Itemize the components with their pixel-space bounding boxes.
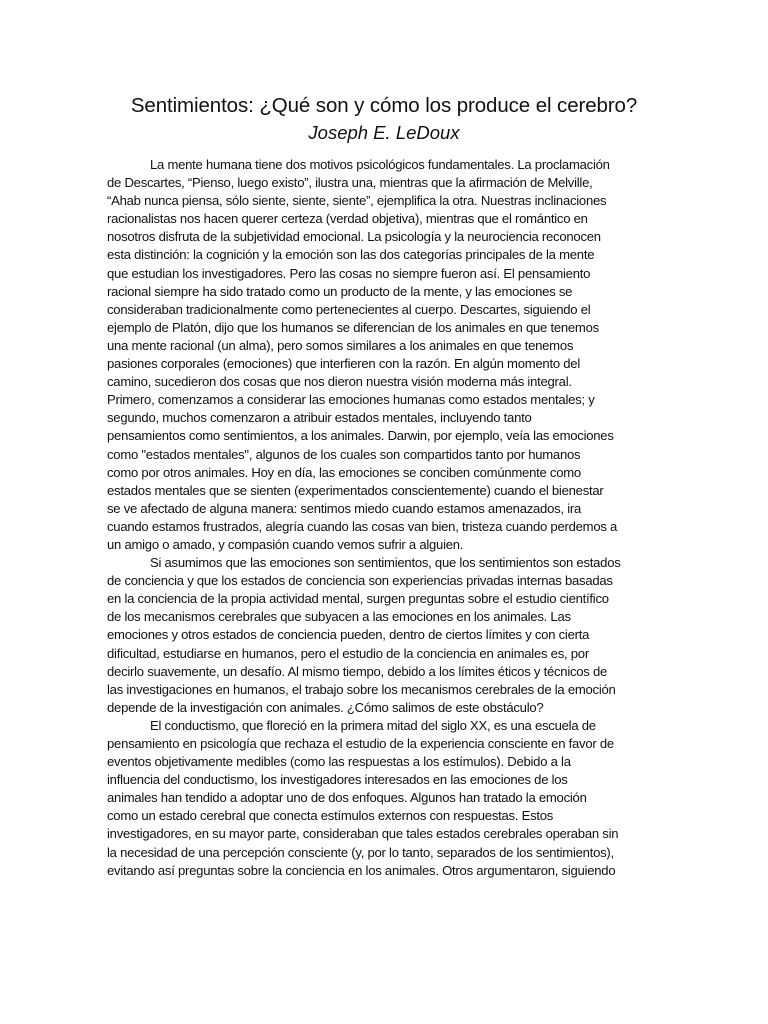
body-line: racional siempre ha sido tratado como un producto de la mente, y las emociones se	[107, 283, 573, 299]
body-line: investigadores, en su mayor parte, consideraban que tales estados cerebrales operaban sin	[107, 826, 619, 842]
body-line: Si asumimos que las emociones son sentimientos, que los sentimientos son estados	[150, 555, 621, 571]
body-line: una mente racional (un alma), pero somos similares a los animales en que tenemos	[107, 337, 574, 353]
body-line: de Descartes, “Pienso, luego existo”, ilustra una, mientras que la afirmación de Melville,	[107, 175, 593, 191]
body-line: “Ahab nunca piensa, sólo siente, siente, siente”, ejemplifica la otra. Nuestras inclinaciones	[107, 193, 607, 209]
body-line: eventos objetivamente medibles (como las respuestas a los estímulos). Debido a la	[107, 754, 571, 770]
body-line: de los mecanismos cerebrales que subyacen a las emociones en los animales. Las	[107, 609, 571, 625]
body-line: emociones y otros estados de conciencia pueden, dentro de ciertos límites y con cierta	[107, 627, 590, 643]
body-line: depende de la investigación con animales. ¿Cómo salimos de este obstáculo?	[107, 699, 544, 715]
body-line: Primero, comenzamos a considerar las emociones humanas como estados mentales; y	[107, 392, 595, 408]
body-line: como por otros animales. Hoy en día, las emociones se conciben comúnmente como	[107, 464, 581, 480]
body-line: influencia del conductismo, los investigadores interesados en las emociones de los	[107, 772, 568, 788]
body-line: en la conciencia de la propia actividad mental, surgen preguntas sobre el estudio científico	[107, 591, 609, 607]
body-line: La mente humana tiene dos motivos psicológicos fundamentales. La proclamación	[150, 157, 610, 172]
body-line: estados mentales que se sienten (experimentados conscientemente) cuando el bienestar	[107, 482, 604, 498]
body-line: que estudian los investigadores. Pero las cosas no siempre fueron así. El pensamiento	[107, 265, 591, 281]
body-line: animales han tendido a adoptar uno de dos enfoques. Algunos han tratado la emoción	[107, 790, 587, 806]
body-line: El conductismo, que floreció en la primera mitad del siglo XX, es una escuela de	[150, 717, 596, 733]
body-line: cuando estamos frustrados, alegría cuando las cosas van bien, tristeza cuando perdemos a	[107, 518, 618, 534]
body-line: pensamiento en psicología que rechaza el estudio de la experiencia consciente en favor de	[107, 736, 614, 751]
body-line: dificultad, estudiarse en humanos, pero el estudio de la conciencia en animales es, por	[107, 645, 589, 661]
body-line: esta distinción: la cognición y la emoción son las dos categorías principales de la mente	[107, 247, 595, 263]
body-line: las investigaciones en humanos, el trabajo sobre los mecanismos cerebrales de la emoción	[107, 681, 616, 697]
body-line: consideraban tradicionalmente como pertenecientes al cuerpo. Descartes, siguiendo el	[107, 301, 591, 317]
body-line: decirlo suavemente, un desafío. Al mismo tiempo, debido a los límites éticos y técnicos de	[107, 663, 608, 679]
body-line: pensamientos como sentimientos, a los animales. Darwin, por ejemplo, veía las emociones	[107, 428, 614, 444]
body-line: camino, sucedieron dos cosas que nos dieron nuestra visión moderna más integral.	[107, 374, 572, 390]
document-title: Sentimientos: ¿Qué son y cómo los produce el cerebro?	[130, 94, 638, 117]
body-line: como "estados mentales", algunos de los cuales son compartidos tanto por humanos	[107, 446, 581, 462]
document-body	[107, 156, 667, 880]
body-line: pasiones corporales (emociones) que interfieren con la razón. En algún momento del	[107, 356, 580, 372]
body-line: evitando así preguntas sobre la conciencia en los animales. Otros argumentaron, siguiendo	[107, 862, 616, 878]
document-author: Joseph E. LeDoux	[308, 122, 460, 143]
body-line: racionalistas nos hacen querer certeza (verdad objetiva), mientras que el romántico en	[107, 211, 588, 227]
body-line: como un estado cerebral que conecta estímulos externos con respuestas. Estos	[107, 808, 554, 824]
body-line: de conciencia y que los estados de conciencia son experiencias privadas internas basadas	[107, 573, 613, 589]
body-line: la necesidad de una percepción consciente (y, por lo tanto, separados de los sentimientos),	[107, 844, 614, 860]
body-line: se ve afectado de alguna manera: sentimos miedo cuando estamos amenazados, ira	[107, 500, 581, 516]
body-line: ejemplo de Platón, dijo que los humanos se diferencian de los animales en que tenemos	[107, 319, 599, 335]
body-line: nosotros disfruta de la subjetividad emocional. La psicología y la neurociencia reconocen	[107, 229, 601, 245]
body-line: un amigo o amado, y compasión cuando vemos sufrir a alguien.	[107, 536, 464, 552]
body-line: segundo, muchos comenzaron a atribuir estados mentales, incluyendo tanto	[107, 410, 532, 426]
